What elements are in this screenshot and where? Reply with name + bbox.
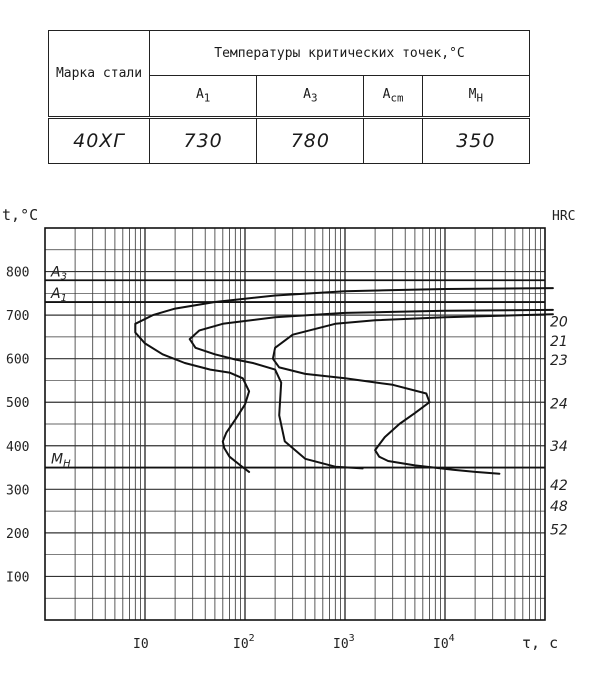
temps-header-text: Температуры критических точек, — [214, 45, 450, 61]
y-tick-label: 700 — [6, 309, 30, 325]
point-symbol: A — [195, 87, 204, 103]
point-subscript: cm — [390, 91, 404, 105]
grid — [45, 228, 545, 620]
point-symbol: A — [382, 87, 391, 103]
x-axis-label: τ, с — [522, 634, 559, 652]
point-subscript: H — [476, 91, 484, 105]
value-a3: 780 — [257, 118, 364, 164]
hrc-value-label: 20 — [550, 314, 568, 331]
point-symbol: M — [468, 87, 477, 103]
x-tick-label: $I0^2$ — [233, 633, 255, 652]
temps-header — [150, 31, 530, 76]
critical-line-label: $A_3$ — [51, 264, 67, 283]
x-tick-label: I0 — [133, 637, 149, 652]
point-header-a1 — [150, 76, 257, 118]
point-subscript: 3 — [311, 91, 318, 105]
x-tick-label: $I0^4$ — [433, 633, 455, 652]
hrc-value-label: 48 — [550, 498, 568, 515]
critical-line-label: $A_1$ — [51, 286, 67, 305]
point-header-acm — [364, 76, 422, 118]
y-tick-label: 300 — [6, 483, 30, 499]
critical-points-table — [48, 30, 530, 164]
critical-line-label: $M_H$ — [51, 451, 71, 470]
hrc-value-label: 21 — [550, 334, 568, 351]
y-tick-label: 200 — [6, 526, 30, 542]
value-acm — [364, 118, 422, 164]
hrc-value-label: 24 — [550, 396, 568, 413]
x-tick-label: $I0^3$ — [333, 633, 355, 652]
transformation-curve-2 — [190, 310, 553, 469]
y-tick-label: 800 — [6, 265, 30, 281]
y-tick-label: 400 — [6, 439, 30, 455]
hrc-axis-label: HRC — [552, 209, 576, 224]
y-tick-label: 600 — [6, 352, 30, 368]
value-mh: 350 — [422, 118, 529, 164]
critical-lines — [45, 280, 545, 467]
hrc-value-label: 34 — [550, 438, 568, 455]
hrc-value-label: 23 — [550, 352, 568, 369]
point-header-mh — [422, 76, 529, 118]
point-subscript: 1 — [203, 91, 211, 105]
y-tick-label: 500 — [6, 396, 30, 412]
point-header-a3 — [257, 76, 364, 118]
hrc-value-label: 52 — [550, 522, 568, 539]
grade-header: Марка стали — [49, 31, 150, 118]
temps-header-unit: °C — [449, 45, 465, 61]
grade-cell: 40ХГ — [49, 118, 150, 164]
value-a1: 730 — [150, 118, 257, 164]
y-tick-label: I00 — [6, 570, 30, 586]
hrc-value-label: 42 — [550, 477, 568, 494]
point-symbol: A — [303, 87, 311, 103]
axis-labels — [2, 206, 575, 652]
ttt-diagram — [0, 190, 600, 696]
y-axis-label: t,°C — [2, 206, 39, 224]
